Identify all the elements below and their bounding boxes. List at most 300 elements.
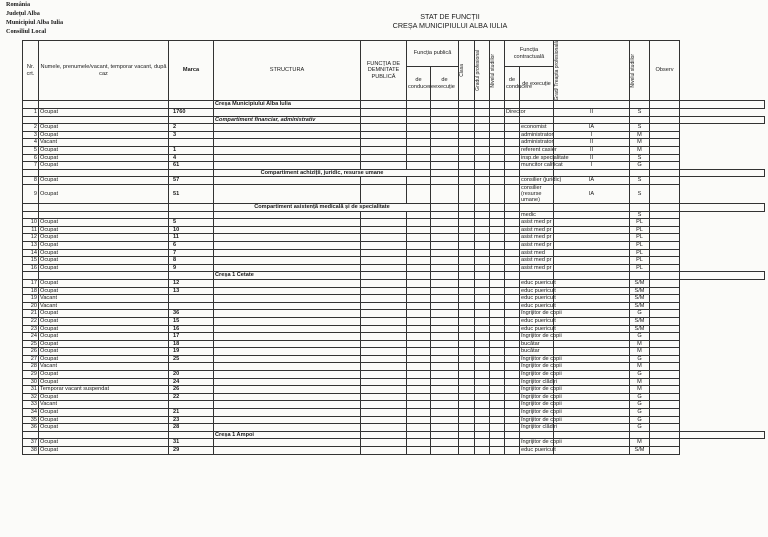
cell-clasa [459,409,475,417]
cell-observ [650,257,680,265]
cell-fp-executie [431,371,459,379]
cell-nivel-fp [490,409,505,417]
table-row [23,302,765,310]
cell-demnitate [361,287,407,295]
cell-nivel: S [630,177,650,185]
cell-fc-conducere [505,279,520,287]
cell-marca: 8 [169,257,214,265]
cell-observ [650,226,680,234]
cell-structura [214,287,361,295]
cell-nivel-fp [490,439,505,447]
col-clasa: Clasa [459,41,475,101]
cell-fp-conducere [407,409,431,417]
cell-fp-executie [431,147,459,155]
cell-marca: 18 [169,340,214,348]
title-line-2: CREȘA MUNICIPIULUI ALBA IULIA [392,21,508,30]
cell-nivel-fp [490,279,505,287]
cell-nr: 8 [23,177,39,185]
cell-gradul [475,257,490,265]
cell-nr: 24 [23,333,39,341]
cell-marca [169,302,214,310]
cell-marca: 11 [169,234,214,242]
section-row [23,272,765,280]
col-grad-treapta: Grad/ Treapta profesională [554,41,630,101]
table-row [23,348,765,356]
cell-nivel: M [630,386,650,394]
cell-grad [554,295,630,303]
cell-nume [39,204,169,212]
cell-grad [554,333,630,341]
cell-empty [505,204,520,212]
cell-structura [214,348,361,356]
cell-nr: 27 [23,355,39,363]
cell-marca: 26 [169,386,214,394]
cell-empty [407,431,431,439]
table-row [23,185,765,204]
cell-marca [169,139,214,147]
cell-grad: II [554,139,630,147]
table-row [23,409,765,417]
cell-fp-executie [431,302,459,310]
cell-nr: 17 [23,279,39,287]
cell-nr: 28 [23,363,39,371]
cell-demnitate [361,154,407,162]
cell-marca: 19 [169,348,214,356]
cell-marca [169,363,214,371]
cell-marca: 36 [169,310,214,318]
cell-nume: Ocupat [39,257,169,265]
cell-grad [554,447,630,455]
table-row [23,131,765,139]
cell-nivel: M [630,439,650,447]
cell-observ [650,363,680,371]
cell-grad: IA [554,177,630,185]
cell-grad: IA [554,124,630,132]
cell-nr: 29 [23,371,39,379]
cell-gradul [475,393,490,401]
cell-gradul [475,416,490,424]
cell-empty [554,101,630,109]
cell-nivel: S [630,124,650,132]
cell-observ [650,279,680,287]
cell-nivel-fp [490,241,505,249]
cell-demnitate [361,219,407,227]
cell-structura [214,363,361,371]
cell-nume: Ocupat [39,393,169,401]
cell-empty [475,101,490,109]
cell-clasa [459,249,475,257]
cell-nivel-fp [490,325,505,333]
section-title: Compartiment asistență medicală și de specialitate [214,204,431,212]
cell-grad: I [554,162,630,170]
cell-empty [680,272,765,280]
cell-nume [39,101,169,109]
cell-structura [214,317,361,325]
cell-clasa [459,325,475,333]
cell-nume: Ocupat [39,378,169,386]
cell-grad [554,348,630,356]
council-label: Consiliul Local [6,28,47,35]
cell-empty [407,101,431,109]
cell-grad [554,211,630,219]
cell-fc-conducere [505,424,520,432]
cell-grad: II [554,147,630,155]
cell-nivel: M [630,348,650,356]
table-row [23,295,765,303]
cell-nume: Vacant [39,139,169,147]
cell-structura [214,355,361,363]
cell-fp-conducere [407,371,431,379]
cell-nr: 34 [23,409,39,417]
cell-nivel: S/M [630,279,650,287]
cell-gradul [475,310,490,318]
cell-fc-conducere [505,162,520,170]
cell-marca [169,272,214,280]
cell-fc-conducere [505,401,520,409]
cell-fp-conducere [407,310,431,318]
cell-grad [554,264,630,272]
cell-empty [554,204,630,212]
cell-clasa [459,378,475,386]
cell-demnitate [361,302,407,310]
cell-marca: 7 [169,249,214,257]
cell-empty [650,116,680,124]
cell-nume: Ocupat [39,333,169,341]
cell-nivel-fp [490,154,505,162]
section-title: Creșa Municipiului Alba Iulia [214,101,361,109]
cell-observ [650,386,680,394]
cell-nr: 37 [23,439,39,447]
cell-marca [169,169,214,177]
cell-marca: 12 [169,279,214,287]
cell-fp-conducere [407,109,431,117]
cell-nivel: G [630,333,650,341]
cell-observ [650,264,680,272]
cell-fc-conducere [505,447,520,455]
cell-gradul [475,241,490,249]
cell-marca [169,116,214,124]
cell-fc-executie: educ puericult [521,447,556,454]
cell-fc-executie: îngrijitor de copii [521,416,562,423]
cell-grad: I [554,131,630,139]
cell-demnitate [361,109,407,117]
cell-observ [650,317,680,325]
cell-nivel-fp [490,378,505,386]
cell-nivel-fp [490,416,505,424]
cell-marca: 51 [169,185,214,204]
cell-structura [214,147,361,155]
cell-fp-conducere [407,325,431,333]
cell-marca: 6 [169,241,214,249]
cell-empty [650,101,680,109]
cell-grad [554,310,630,318]
table-row [23,177,765,185]
cell-fc-conducere [505,124,520,132]
cell-observ [650,340,680,348]
cell-marca: 3 [169,131,214,139]
cell-demnitate [361,348,407,356]
cell-fp-conducere [407,211,431,219]
cell-structura [214,386,361,394]
cell-empty [650,204,680,212]
cell-empty [431,116,459,124]
cell-nivel-fp [490,287,505,295]
cell-observ [650,241,680,249]
cell-nume: Ocupat [39,109,169,117]
cell-fc-executie: educ puericult [521,279,556,286]
cell-fc-conducere [505,355,520,363]
cell-nume: Ocupat [39,416,169,424]
cell-fp-conducere [407,447,431,455]
cell-nivel-fp [490,447,505,455]
cell-structura [214,234,361,242]
cell-fc-conducere [505,416,520,424]
cell-nivel-fp [490,264,505,272]
col-nume: Numele, prenumele/vacant, temporar vacant, după caz [39,41,169,101]
cell-nivel-fp [490,371,505,379]
cell-structura [214,416,361,424]
cell-empty [475,204,490,212]
col-demnitate: FUNCȚIA DE DEMNITATE PUBLICĂ [361,41,407,101]
cell-demnitate [361,295,407,303]
cell-fp-executie [431,279,459,287]
cell-fc-executie: îngrijitor de copii [521,333,562,340]
cell-nivel-fp [490,386,505,394]
cell-marca: 2 [169,124,214,132]
cell-marca: 17 [169,333,214,341]
cell-gradul [475,401,490,409]
cell-clasa [459,393,475,401]
cell-fp-conducere [407,317,431,325]
cell-grad [554,371,630,379]
col-functia-publica: Funcția publică [407,41,459,67]
cell-fc-conducere [505,226,520,234]
cell-nivel-fp [490,249,505,257]
cell-observ [650,310,680,318]
cell-nivel-fp [490,302,505,310]
cell-demnitate [361,424,407,432]
cell-empty [680,116,765,124]
cell-nume: Ocupat [39,424,169,432]
cell-demnitate [361,257,407,265]
cell-gradul [475,371,490,379]
cell-empty [459,101,475,109]
cell-observ [650,177,680,185]
table-row [23,139,765,147]
cell-fp-conducere [407,124,431,132]
cell-gradul [475,211,490,219]
cell-structura [214,409,361,417]
col-nivel-studii: Nivelul studiilor [630,41,650,101]
cell-nume: Ocupat [39,355,169,363]
cell-nivel-fp [490,348,505,356]
cell-empty [505,116,520,124]
cell-empty [680,204,765,212]
cell-nume: Ocupat [39,185,169,204]
cell-fp-executie [431,409,459,417]
cell-structura [214,378,361,386]
cell-fc-executie: educ puericult [521,295,556,302]
cell-nume [39,272,169,280]
section-row [23,431,765,439]
cell-nume: Ocupat [39,249,169,257]
cell-nivel-fp [490,355,505,363]
cell-fp-executie [431,249,459,257]
cell-nr: 4 [23,139,39,147]
cell-demnitate [361,333,407,341]
cell-nr [23,116,39,124]
cell-fc-executie: educ puericult [521,325,556,332]
cell-structura [214,371,361,379]
cell-fp-conducere [407,295,431,303]
cell-demnitate [361,325,407,333]
cell-demnitate [361,447,407,455]
cell-structura [214,219,361,227]
cell-observ [650,287,680,295]
cell-observ [650,109,680,117]
cell-nivel: G [630,409,650,417]
cell-fp-executie [431,401,459,409]
table-row [23,447,765,455]
section-row [23,169,765,177]
cell-nivel: G [630,416,650,424]
cell-demnitate [361,211,407,219]
cell-structura [214,249,361,257]
cell-marca: 21 [169,409,214,417]
cell-fp-conducere [407,185,431,204]
section-row [23,101,765,109]
cell-gradul [475,340,490,348]
cell-nivel: S/M [630,295,650,303]
cell-structura [214,264,361,272]
cell-nivel-fp [490,295,505,303]
cell-fc-executie: asist med pr [520,219,554,227]
cell-demnitate [361,363,407,371]
cell-grad [554,393,630,401]
cell-fp-conducere [407,234,431,242]
cell-empty [490,272,505,280]
table-row [23,393,765,401]
cell-fp-executie [431,340,459,348]
cell-fp-executie [431,447,459,455]
cell-demnitate [361,378,407,386]
cell-nivel: S/M [630,317,650,325]
cell-nivel: S/M [630,287,650,295]
cell-fp-conducere [407,424,431,432]
cell-clasa [459,416,475,424]
cell-empty [459,169,475,177]
cell-fc-executie: educ puericult [521,302,556,309]
cell-nivel-fp [490,124,505,132]
cell-fp-executie [431,162,459,170]
cell-gradul [475,295,490,303]
table-row [23,317,765,325]
cell-gradul [475,287,490,295]
cell-nivel: G [630,355,650,363]
cell-demnitate [361,393,407,401]
cell-fc-conducere [505,310,520,318]
cell-clasa [459,424,475,432]
cell-fp-executie [431,131,459,139]
cell-grad [554,279,630,287]
cell-nivel: G [630,371,650,379]
cell-empty [490,169,505,177]
cell-gradul [475,439,490,447]
cell-nr: 23 [23,325,39,333]
cell-observ [650,139,680,147]
section-title: Compartiment financiar, administrativ [214,116,361,124]
cell-fc-executie: asist med [520,249,554,257]
cell-empty [554,116,630,124]
cell-nr: 1 [23,109,39,117]
cell-fc-executie: îngrijitor de copii [521,310,562,317]
cell-marca: 28 [169,424,214,432]
cell-gradul [475,424,490,432]
table-row [23,211,765,219]
cell-nr: 19 [23,295,39,303]
cell-marca: 61 [169,162,214,170]
cell-grad [554,249,630,257]
cell-demnitate [361,317,407,325]
cell-demnitate [361,409,407,417]
table-row [23,162,765,170]
cell-clasa [459,124,475,132]
cell-demnitate [361,439,407,447]
cell-observ [650,393,680,401]
cell-nivel: M [630,139,650,147]
cell-nivel: PL [630,234,650,242]
cell-nr [23,204,39,212]
cell-empty [431,101,459,109]
cell-clasa [459,447,475,455]
cell-nivel: PL [630,226,650,234]
cell-empty [520,272,554,280]
cell-empty [680,169,765,177]
cell-empty [431,204,459,212]
cell-fp-conducere [407,393,431,401]
document-header-left [6,0,63,36]
cell-fp-executie [431,439,459,447]
cell-fp-conducere [407,264,431,272]
cell-structura [214,257,361,265]
cell-nr: 22 [23,317,39,325]
cell-marca: 4 [169,154,214,162]
col-fp-conducere: de conducere [407,67,431,101]
cell-clasa [459,287,475,295]
cell-empty [431,272,459,280]
section-row [23,116,765,124]
cell-gradul [475,226,490,234]
cell-nume: Ocupat [39,162,169,170]
cell-structura [214,340,361,348]
cell-structura [214,109,361,117]
cell-nivel: S [630,154,650,162]
cell-demnitate [361,340,407,348]
cell-fc-executie: îngrijitor clădiri [521,424,558,431]
cell-empty [630,272,650,280]
cell-fp-executie [431,219,459,227]
cell-nume: Ocupat [39,241,169,249]
cell-fc-conducere [505,378,520,386]
cell-fc-conducere [505,409,520,417]
table-row [23,234,765,242]
cell-gradul [475,249,490,257]
table-row [23,264,765,272]
col-marca: Marca [169,41,214,101]
cell-grad [554,219,630,227]
cell-fp-executie [431,416,459,424]
cell-nivel: S [630,109,650,117]
